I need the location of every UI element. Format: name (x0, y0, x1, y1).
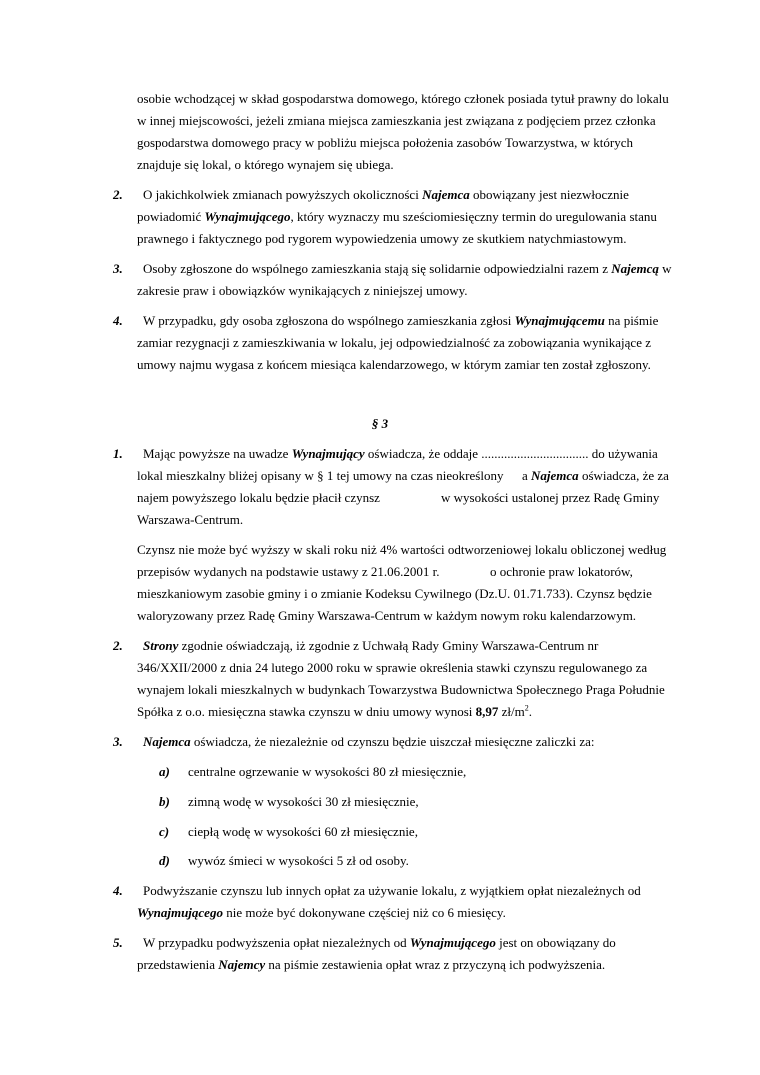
section-item-5-line-2: przedstawienia Najemcy na piśmie zestawienia opłat wraz z przyczyną ich podwyższenia. (137, 957, 606, 972)
item-number-4: 4. (113, 313, 123, 328)
section-item-2-line-4: Spółka z o.o. miesięczna stawka czynszu w dniu umowy wynosi 8,97 $zł/m^2$. (137, 703, 533, 719)
item-3-line-1: Osoby zgłoszone do wspólnego zamieszkania stają się solidarnie odpowiedzialni razem z Najemcą w (143, 261, 672, 276)
item-number-2: 2. (113, 187, 123, 202)
section-title: § 3 (371, 416, 389, 431)
rent-limit-line-2a: przepisów wydanych na podstawie ustawy z 21.06.2001 r. (137, 564, 440, 579)
sub-item-text-a: centralne ogrzewanie w wysokości 80 zł miesięcznie, (188, 764, 467, 779)
section-item-1-line-2a: lokal mieszkalny bliżej opisany w § 1 tej umowy na czas nieokreślony (137, 468, 504, 483)
section-item-3-line-1: Najemca oświadcza, że niezależnie od czynszu będzie uiszczał miesięczne zaliczki za: (143, 734, 595, 749)
section-item-4-line-2: Wynajmującego nie może być dokonywane częściej niż co 6 miesięcy. (137, 905, 506, 920)
section-item-4-line-1: Podwyższanie czynszu lub innych opłat za używanie lokalu, z wyjątkiem opłat niezależnych od (143, 883, 641, 898)
item-4-line-3: umowy najmu wygasa z końcem miesiąca kalendarzowego, w którym zamiar ten został zgłoszony. (137, 357, 651, 372)
rent-limit-line-4: waloryzowany przez Radę Gminy Warszawa-Centrum w każdym nowym roku kalendarzowym. (137, 608, 637, 623)
section-item-1-line-4: Warszawa-Centrum. (137, 512, 244, 527)
section-item-number-5: 5. (113, 935, 123, 950)
item-2-line-1: O jakichkolwiek zmianach powyższych okoliczności Najemca obowiązany jest niezwłocznie (143, 187, 629, 202)
section-item-2-line-1: Strony zgodnie oświadczają, iż zgodnie z Uchwałą Rady Gminy Warszawa-Centrum nr (143, 638, 599, 653)
continuation-line-2: w innej miejscowości, jeżeli zmiana miejsca zamieszkania jest związana z podjęciem przez członka (137, 113, 656, 128)
section-item-1-line-2b: a Najemca oświadcza, że za (522, 468, 669, 483)
section-item-number-2: 2. (113, 638, 123, 653)
section-item-number-4: 4. (113, 883, 123, 898)
continuation-line-3: gospodarstwa domowego pracy w pobliżu miejsca położenia zasobów Towarzystwa, w których (137, 135, 633, 150)
sub-item-label-c: c) (159, 824, 170, 839)
item-number-3: 3. (113, 261, 123, 276)
item-4-line-2: zamiar rezygnacji z zamieszkiwania w lokalu, jej odpowiedzialność za zobowiązania wynikające z (137, 335, 651, 350)
sub-item-text-c: ciepłą wodę w wysokości 60 zł miesięcznie, (188, 824, 418, 839)
sub-item-text-d: wywóz śmieci w wysokości 5 zł od osoby. (188, 853, 409, 868)
section-item-number-1: 1. (113, 446, 123, 461)
item-2-line-3: prawnego i faktycznego pod rygorem wypowiedzenia umowy ze skutkiem natychmiastowym. (137, 231, 627, 246)
section-item-5-line-1: W przypadku podwyższenia opłat niezależnych od Wynajmującego jest on obowiązany do (143, 935, 616, 950)
rent-limit-line-2b: o ochronie praw lokatorów, (490, 564, 633, 579)
sub-item-label-b: b) (159, 794, 170, 809)
continuation-line-4: znajduje się lokal, o którego wynajem się ubiega. (137, 157, 394, 172)
item-3-line-2: zakresie praw i obowiązków wynikających z niniejszej umowy. (137, 283, 468, 298)
section-item-1-line-1: Mając powyższe na uwadze Wynajmujący oświadcza, że oddaje ................................. do używania (143, 446, 658, 461)
section-item-2-line-2: 346/XXII/2000 z dnia 24 lutego 2000 roku w sprawie określenia stawki czynszu regulowanego za (137, 660, 648, 675)
continuation-line-1: osobie wchodzącej w skład gospodarstwa domowego, którego członek posiada tytuł prawny do lokalu (137, 91, 669, 106)
section-item-1-line-3a: najem powyższego lokalu będzie płacił czynsz (137, 490, 380, 505)
sub-item-label-a: a) (159, 764, 170, 779)
sub-item-text-b: zimną wodę w wysokości 30 zł miesięcznie, (188, 794, 419, 809)
item-4-line-1: W przypadku, gdy osoba zgłoszona do wspólnego zamieszkania zgłosi Wynajmującemu na piśmie (143, 313, 659, 328)
item-2-line-2: powiadomić Wynajmującego, który wyznaczy mu sześciomiesięczny termin do uregulowania stanu (137, 209, 657, 224)
sub-item-label-d: d) (159, 853, 170, 868)
rent-limit-line-1: Czynsz nie może być wyższy w skali roku niż 4% wartości odtworzeniowej lokalu obliczonej według (137, 542, 667, 557)
section-item-1-line-3b: w wysokości ustalonej przez Radę Gminy (441, 490, 660, 505)
rent-limit-line-3: mieszkaniowym zasobie gminy i o zmianie Kodeksu Cywilnego (Dz.U. 01.71.733). Czynsz będzie (137, 586, 652, 601)
section-item-number-3: 3. (113, 734, 123, 749)
section-item-2-line-3: wynajem lokali mieszkalnych w budynkach Towarzystwa Budownictwa Społecznego Praga Południe (137, 682, 665, 697)
